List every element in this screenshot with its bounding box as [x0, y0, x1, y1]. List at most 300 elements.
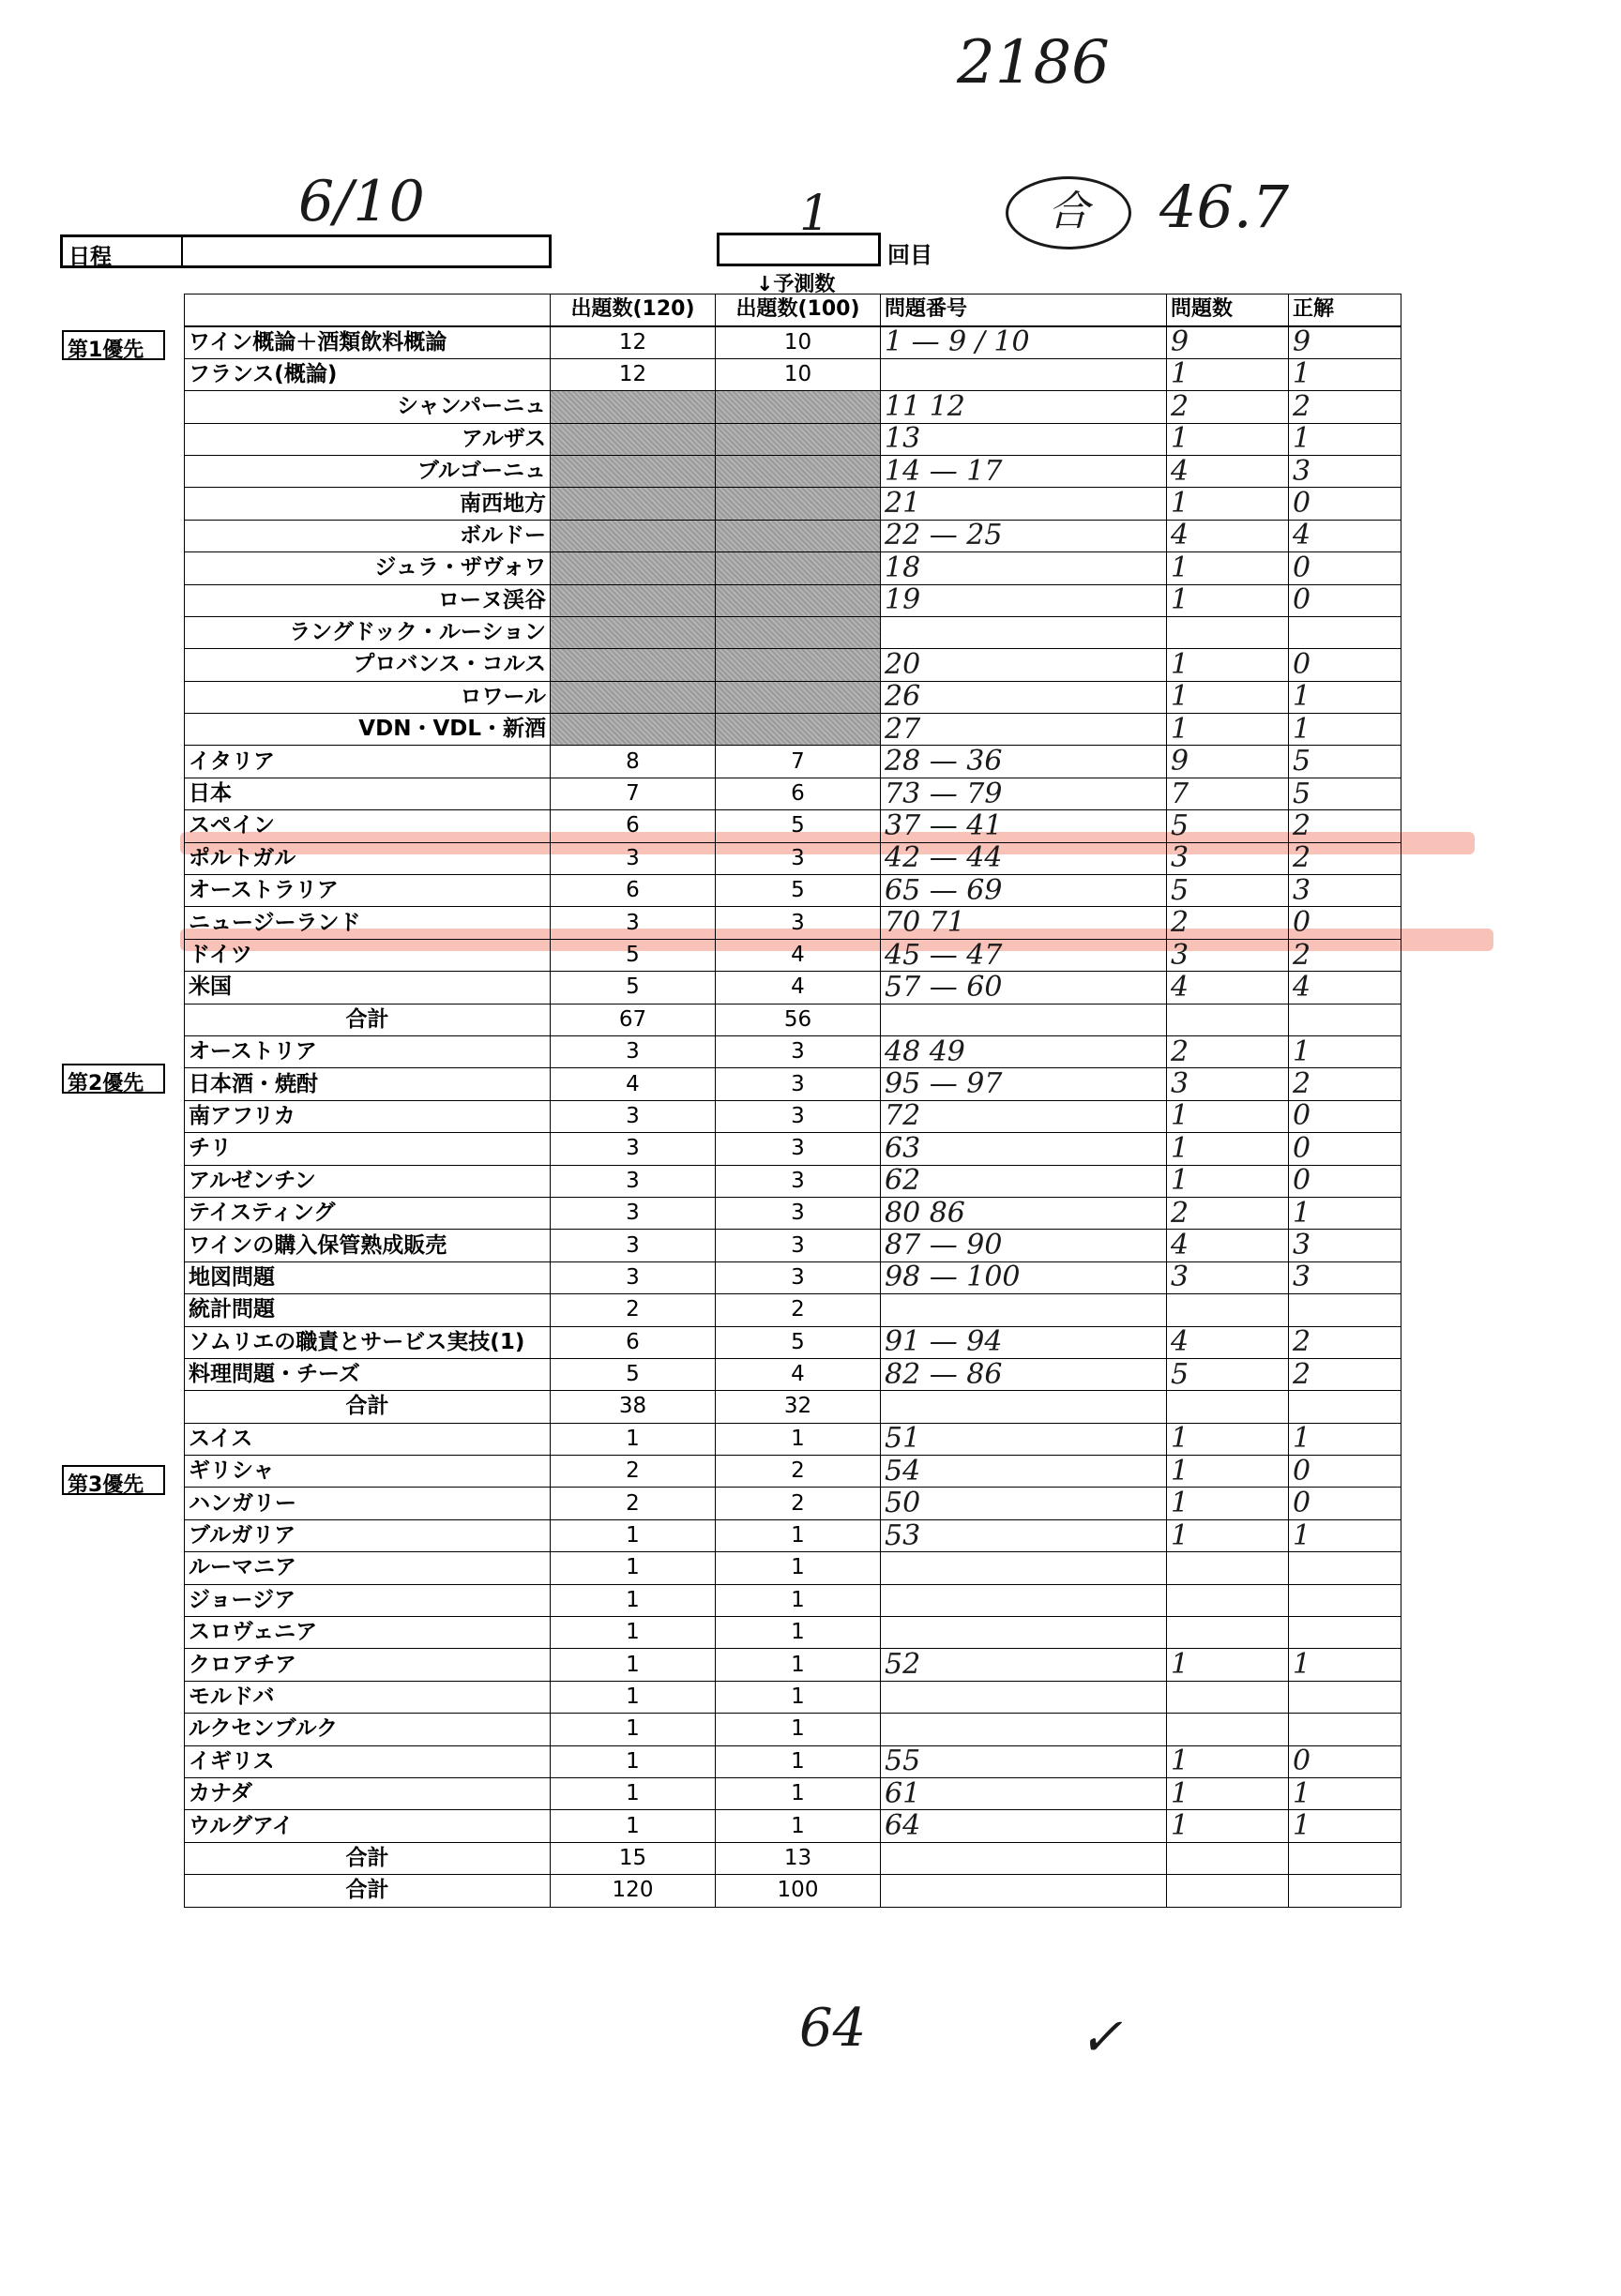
table-row [185, 1519, 1401, 1551]
count-120-cell: 8 [551, 746, 716, 778]
correct-cell: 0 [1289, 1165, 1401, 1197]
table-row [185, 1745, 1401, 1777]
correct-cell: 1 [1289, 1810, 1401, 1842]
count-120-cell: 1 [551, 1617, 716, 1649]
correct-cell: 2 [1289, 810, 1401, 842]
correct-cell: 1 [1289, 1519, 1401, 1551]
total-label: 合計 [185, 1842, 551, 1874]
correct-cell: 4 [1289, 972, 1401, 1004]
count-120-cell: 7 [551, 778, 716, 809]
count-100-cell: 1 [716, 1519, 881, 1551]
subject-cell: モルドバ [185, 1681, 551, 1713]
total-question-count [1167, 1842, 1289, 1874]
question-numbers-cell: 65 — 69 [881, 875, 1167, 907]
question-numbers-cell: 1 — 9 / 10 [881, 326, 1167, 358]
count-120-cell: 6 [551, 875, 716, 907]
subject-cell: ワインの購入保管熟成販売 [185, 1230, 551, 1261]
question-count-cell: 5 [1167, 875, 1289, 907]
count-120-cell: 1 [551, 1649, 716, 1681]
correct-cell: 4 [1289, 520, 1401, 551]
total-question-count [1167, 1004, 1289, 1035]
total-question-numbers [881, 1391, 1167, 1423]
table-row [185, 778, 1401, 809]
count-120-cell [551, 423, 716, 455]
question-numbers-cell: 50 [881, 1488, 1167, 1519]
question-numbers-cell: 26 [881, 681, 1167, 713]
count-120-cell [551, 616, 716, 648]
schedule-box [60, 234, 552, 268]
count-100-cell: 2 [716, 1488, 881, 1519]
question-numbers-cell: 63 [881, 1133, 1167, 1165]
table-row [185, 488, 1401, 520]
table-row [185, 1100, 1401, 1132]
count-120-cell: 1 [551, 1745, 716, 1777]
total-row [185, 1004, 1401, 1035]
question-numbers-cell: 61 [881, 1777, 1167, 1809]
question-count-cell: 4 [1167, 1230, 1289, 1261]
count-100-cell: 5 [716, 1326, 881, 1358]
total-correct [1289, 1842, 1401, 1874]
table-body [185, 326, 1401, 1907]
table-row [185, 810, 1401, 842]
question-count-cell: 5 [1167, 1358, 1289, 1390]
correct-cell [1289, 1584, 1401, 1616]
count-100-cell [716, 423, 881, 455]
handwritten-circled-mark: 合 [1006, 176, 1131, 249]
count-100-cell: 3 [716, 1100, 881, 1132]
correct-cell: 1 [1289, 1649, 1401, 1681]
subject-cell: オーストリア [185, 1035, 551, 1067]
round-label: 回目 [887, 242, 932, 268]
subject-cell: スロヴェニア [185, 1617, 551, 1649]
count-100-cell: 4 [716, 972, 881, 1004]
question-count-cell [1167, 1584, 1289, 1616]
subject-cell: テイスティング [185, 1197, 551, 1229]
handwritten-check-mark: ✓ [1079, 2007, 1123, 2068]
question-count-cell: 4 [1167, 972, 1289, 1004]
table-row [185, 1681, 1401, 1713]
question-count-cell: 2 [1167, 907, 1289, 939]
question-count-cell [1167, 616, 1289, 648]
correct-cell: 5 [1289, 778, 1401, 809]
question-count-cell: 1 [1167, 1810, 1289, 1842]
count-120-cell: 1 [551, 1714, 716, 1745]
table-row [185, 875, 1401, 907]
count-100-cell: 3 [716, 1261, 881, 1293]
question-numbers-cell: 18 [881, 552, 1167, 584]
count-100-cell: 3 [716, 907, 881, 939]
count-100-cell [716, 552, 881, 584]
question-count-cell: 5 [1167, 810, 1289, 842]
header-subject [185, 295, 551, 326]
priority-label-3: 第3優先 [62, 1465, 165, 1495]
correct-cell: 0 [1289, 1133, 1401, 1165]
question-count-cell: 1 [1167, 714, 1289, 746]
count-120-cell: 5 [551, 972, 716, 1004]
count-100-cell: 5 [716, 810, 881, 842]
table-row [185, 1617, 1401, 1649]
question-count-cell [1167, 1714, 1289, 1745]
table-row [185, 552, 1401, 584]
correct-cell: 0 [1289, 649, 1401, 681]
count-120-cell [551, 714, 716, 746]
question-numbers-cell: 14 — 17 [881, 455, 1167, 487]
count-100-cell: 1 [716, 1745, 881, 1777]
table-row [185, 1165, 1401, 1197]
question-count-cell: 1 [1167, 1165, 1289, 1197]
question-numbers-cell: 80 86 [881, 1197, 1167, 1229]
question-count-cell [1167, 1552, 1289, 1584]
count-120-cell: 3 [551, 907, 716, 939]
question-count-cell: 1 [1167, 1133, 1289, 1165]
handwritten-score: 46.7 [1159, 173, 1290, 241]
table-row [185, 1423, 1401, 1455]
subject-cell: 統計問題 [185, 1294, 551, 1326]
question-numbers-cell: 52 [881, 1649, 1167, 1681]
correct-cell: 1 [1289, 1035, 1401, 1067]
question-numbers-cell: 13 [881, 423, 1167, 455]
question-numbers-cell: 45 — 47 [881, 939, 1167, 971]
correct-cell: 1 [1289, 714, 1401, 746]
subject-cell: 南西地方 [185, 488, 551, 520]
count-100-cell: 3 [716, 1165, 881, 1197]
total-count-120: 67 [551, 1004, 716, 1035]
count-100-cell: 10 [716, 326, 881, 358]
subject-cell: フランス(概論) [185, 358, 551, 390]
table-row [185, 842, 1401, 874]
table-row [185, 1584, 1401, 1616]
subject-cell: ワイン概論＋酒類飲料概論 [185, 326, 551, 358]
question-count-cell: 4 [1167, 520, 1289, 551]
question-count-cell [1167, 1294, 1289, 1326]
total-label: 合計 [185, 1004, 551, 1035]
count-100-cell [716, 616, 881, 648]
table-row [185, 1714, 1401, 1745]
question-numbers-cell [881, 1714, 1167, 1745]
correct-cell: 2 [1289, 391, 1401, 423]
correct-cell: 0 [1289, 552, 1401, 584]
question-count-cell: 1 [1167, 488, 1289, 520]
question-numbers-cell [881, 616, 1167, 648]
count-100-cell: 1 [716, 1423, 881, 1455]
subject-cell: 料理問題・チーズ [185, 1358, 551, 1390]
correct-cell: 2 [1289, 1358, 1401, 1390]
subject-cell: スイス [185, 1423, 551, 1455]
question-numbers-cell [881, 358, 1167, 390]
question-numbers-cell [881, 1681, 1167, 1713]
count-100-cell [716, 520, 881, 551]
question-numbers-cell: 72 [881, 1100, 1167, 1132]
count-120-cell: 12 [551, 326, 716, 358]
schedule-label: 日程 [63, 237, 183, 265]
subject-cell: イギリス [185, 1745, 551, 1777]
question-count-cell: 1 [1167, 1100, 1289, 1132]
question-count-cell: 1 [1167, 584, 1289, 616]
subject-cell: 日本 [185, 778, 551, 809]
correct-cell: 0 [1289, 907, 1401, 939]
subject-cell: 米国 [185, 972, 551, 1004]
count-120-cell: 1 [551, 1584, 716, 1616]
correct-cell: 2 [1289, 1068, 1401, 1100]
count-100-cell: 1 [716, 1714, 881, 1745]
total-count-120: 38 [551, 1391, 716, 1423]
correct-cell [1289, 1552, 1401, 1584]
count-120-cell: 3 [551, 1035, 716, 1067]
correct-cell: 1 [1289, 423, 1401, 455]
count-120-cell: 4 [551, 1068, 716, 1100]
total-question-numbers [881, 1004, 1167, 1035]
header-question-count: 問題数 [1167, 295, 1289, 326]
question-numbers-cell: 21 [881, 488, 1167, 520]
subject-cell: 日本酒・焼酎 [185, 1068, 551, 1100]
total-row [185, 1842, 1401, 1874]
count-120-cell: 5 [551, 1358, 716, 1390]
question-count-cell: 7 [1167, 778, 1289, 809]
total-label: 合計 [185, 1391, 551, 1423]
count-100-cell: 1 [716, 1617, 881, 1649]
subject-cell: ルーマニア [185, 1552, 551, 1584]
question-count-cell: 9 [1167, 326, 1289, 358]
count-120-cell [551, 455, 716, 487]
question-numbers-cell [881, 1294, 1167, 1326]
priority-label-2: 第2優先 [62, 1064, 165, 1094]
table-row [185, 616, 1401, 648]
count-120-cell: 3 [551, 1230, 716, 1261]
correct-cell: 0 [1289, 1745, 1401, 1777]
question-count-cell: 4 [1167, 455, 1289, 487]
count-120-cell: 6 [551, 1326, 716, 1358]
question-count-cell: 2 [1167, 1197, 1289, 1229]
question-count-cell: 1 [1167, 1745, 1289, 1777]
question-count-cell: 3 [1167, 939, 1289, 971]
question-numbers-cell: 54 [881, 1456, 1167, 1488]
subject-cell: シャンパーニュ [185, 391, 551, 423]
total-count-100: 13 [716, 1842, 881, 1874]
subject-cell: ロワール [185, 681, 551, 713]
question-numbers-cell: 82 — 86 [881, 1358, 1167, 1390]
correct-cell: 1 [1289, 681, 1401, 713]
question-numbers-cell: 98 — 100 [881, 1261, 1167, 1293]
count-120-cell: 3 [551, 1197, 716, 1229]
table-row [185, 1358, 1401, 1390]
table-row [185, 1456, 1401, 1488]
question-numbers-cell: 48 49 [881, 1035, 1167, 1067]
table-row [185, 1133, 1401, 1165]
question-numbers-cell: 55 [881, 1745, 1167, 1777]
count-120-cell: 1 [551, 1519, 716, 1551]
table-row [185, 455, 1401, 487]
question-count-cell: 1 [1167, 1649, 1289, 1681]
count-120-cell: 1 [551, 1777, 716, 1809]
table-row [185, 1777, 1401, 1809]
count-100-cell: 6 [716, 778, 881, 809]
table-row [185, 391, 1401, 423]
header-count-100: 出題数(100) [716, 295, 881, 326]
prediction-label: ↓予測数 [756, 273, 836, 296]
table-row [185, 358, 1401, 390]
question-numbers-cell: 57 — 60 [881, 972, 1167, 1004]
table-row [185, 939, 1401, 971]
count-100-cell: 1 [716, 1649, 881, 1681]
correct-cell [1289, 1617, 1401, 1649]
table-row [185, 1488, 1401, 1519]
question-count-cell [1167, 1617, 1289, 1649]
count-120-cell: 2 [551, 1294, 716, 1326]
table-row [185, 649, 1401, 681]
question-count-cell: 1 [1167, 423, 1289, 455]
question-count-cell: 1 [1167, 1519, 1289, 1551]
count-120-cell [551, 649, 716, 681]
subject-cell: オーストラリア [185, 875, 551, 907]
question-count-cell: 1 [1167, 1488, 1289, 1519]
count-120-cell [551, 552, 716, 584]
subject-cell: ルクセンブルク [185, 1714, 551, 1745]
subject-cell: ラングドック・ルーション [185, 616, 551, 648]
priority-label-1: 第1優先 [62, 330, 165, 360]
total-question-numbers [881, 1875, 1167, 1907]
correct-cell: 0 [1289, 1488, 1401, 1519]
correct-cell: 0 [1289, 1456, 1401, 1488]
question-numbers-cell: 19 [881, 584, 1167, 616]
subject-cell: ニュージーランド [185, 907, 551, 939]
correct-cell: 3 [1289, 1230, 1401, 1261]
subject-cell: ポルトガル [185, 842, 551, 874]
count-120-cell: 1 [551, 1423, 716, 1455]
correct-cell: 1 [1289, 1777, 1401, 1809]
table-row [185, 584, 1401, 616]
count-120-cell [551, 488, 716, 520]
round-box [717, 233, 881, 266]
question-numbers-cell [881, 1584, 1167, 1616]
question-count-cell: 1 [1167, 552, 1289, 584]
correct-cell: 1 [1289, 358, 1401, 390]
question-numbers-cell: 51 [881, 1423, 1167, 1455]
subject-cell: ウルグアイ [185, 1810, 551, 1842]
count-100-cell: 2 [716, 1294, 881, 1326]
count-120-cell: 1 [551, 1552, 716, 1584]
count-100-cell [716, 681, 881, 713]
count-100-cell [716, 649, 881, 681]
count-100-cell: 1 [716, 1681, 881, 1713]
table-row [185, 1197, 1401, 1229]
count-120-cell [551, 391, 716, 423]
count-100-cell: 5 [716, 875, 881, 907]
question-numbers-cell: 27 [881, 714, 1167, 746]
subject-cell: ブルゴーニュ [185, 455, 551, 487]
count-120-cell: 1 [551, 1681, 716, 1713]
count-120-cell: 3 [551, 1100, 716, 1132]
question-numbers-cell [881, 1617, 1167, 1649]
subject-cell: 地図問題 [185, 1261, 551, 1293]
total-label: 合計 [185, 1875, 551, 1907]
subject-cell: クロアチア [185, 1649, 551, 1681]
count-120-cell: 3 [551, 1165, 716, 1197]
subject-cell: ソムリエの職責とサービス実技(1) [185, 1326, 551, 1358]
table-row [185, 423, 1401, 455]
correct-cell: 0 [1289, 584, 1401, 616]
question-numbers-cell: 22 — 25 [881, 520, 1167, 551]
subject-cell: ギリシャ [185, 1456, 551, 1488]
subject-cell: ドイツ [185, 939, 551, 971]
count-100-cell: 10 [716, 358, 881, 390]
subject-cell: プロバンス・コルス [185, 649, 551, 681]
count-120-cell: 6 [551, 810, 716, 842]
correct-cell: 0 [1289, 1100, 1401, 1132]
count-120-cell [551, 520, 716, 551]
total-count-100: 56 [716, 1004, 881, 1035]
table-row [185, 681, 1401, 713]
subject-cell: カナダ [185, 1777, 551, 1809]
subject-cell: ボルドー [185, 520, 551, 551]
total-count-100: 100 [716, 1875, 881, 1907]
count-100-cell: 1 [716, 1810, 881, 1842]
question-count-cell: 3 [1167, 1261, 1289, 1293]
subject-cell: VDN・VDL・新酒 [185, 714, 551, 746]
question-count-cell: 1 [1167, 358, 1289, 390]
count-100-cell: 7 [716, 746, 881, 778]
total-correct [1289, 1004, 1401, 1035]
count-100-cell: 1 [716, 1552, 881, 1584]
question-numbers-cell: 20 [881, 649, 1167, 681]
correct-cell: 3 [1289, 1261, 1401, 1293]
table-row [185, 1068, 1401, 1100]
question-count-cell: 1 [1167, 1456, 1289, 1488]
table-row [185, 714, 1401, 746]
question-numbers-cell [881, 1552, 1167, 1584]
table-row [185, 1326, 1401, 1358]
question-count-cell: 2 [1167, 391, 1289, 423]
question-count-cell: 1 [1167, 681, 1289, 713]
question-count-cell: 9 [1167, 746, 1289, 778]
count-100-cell: 3 [716, 1197, 881, 1229]
question-count-cell: 3 [1167, 1068, 1289, 1100]
question-numbers-cell: 62 [881, 1165, 1167, 1197]
table-row [185, 520, 1401, 551]
question-count-cell: 2 [1167, 1035, 1289, 1067]
total-question-count [1167, 1391, 1289, 1423]
count-100-cell: 4 [716, 939, 881, 971]
count-120-cell: 1 [551, 1810, 716, 1842]
question-count-cell: 4 [1167, 1326, 1289, 1358]
count-100-cell [716, 584, 881, 616]
header-correct: 正解 [1289, 295, 1401, 326]
count-100-cell: 4 [716, 1358, 881, 1390]
count-120-cell: 3 [551, 1261, 716, 1293]
handwritten-date: 6/10 [298, 169, 425, 234]
correct-cell: 2 [1289, 1326, 1401, 1358]
question-count-cell: 1 [1167, 649, 1289, 681]
total-count-120: 15 [551, 1842, 716, 1874]
header-question-numbers: 問題番号 [881, 295, 1167, 326]
table-row [185, 326, 1401, 358]
total-count-100: 32 [716, 1391, 881, 1423]
subject-cell: ローヌ渓谷 [185, 584, 551, 616]
table-row [185, 972, 1401, 1004]
table-row [185, 1810, 1401, 1842]
question-count-cell: 1 [1167, 1777, 1289, 1809]
subject-cell: スペイン [185, 810, 551, 842]
total-row [185, 1875, 1401, 1907]
question-numbers-cell: 11 12 [881, 391, 1167, 423]
table-row [185, 1294, 1401, 1326]
total-correct [1289, 1391, 1401, 1423]
table-row [185, 1230, 1401, 1261]
count-100-cell: 3 [716, 1068, 881, 1100]
table-row [185, 907, 1401, 939]
count-120-cell: 2 [551, 1456, 716, 1488]
total-row [185, 1391, 1401, 1423]
question-numbers-cell: 28 — 36 [881, 746, 1167, 778]
